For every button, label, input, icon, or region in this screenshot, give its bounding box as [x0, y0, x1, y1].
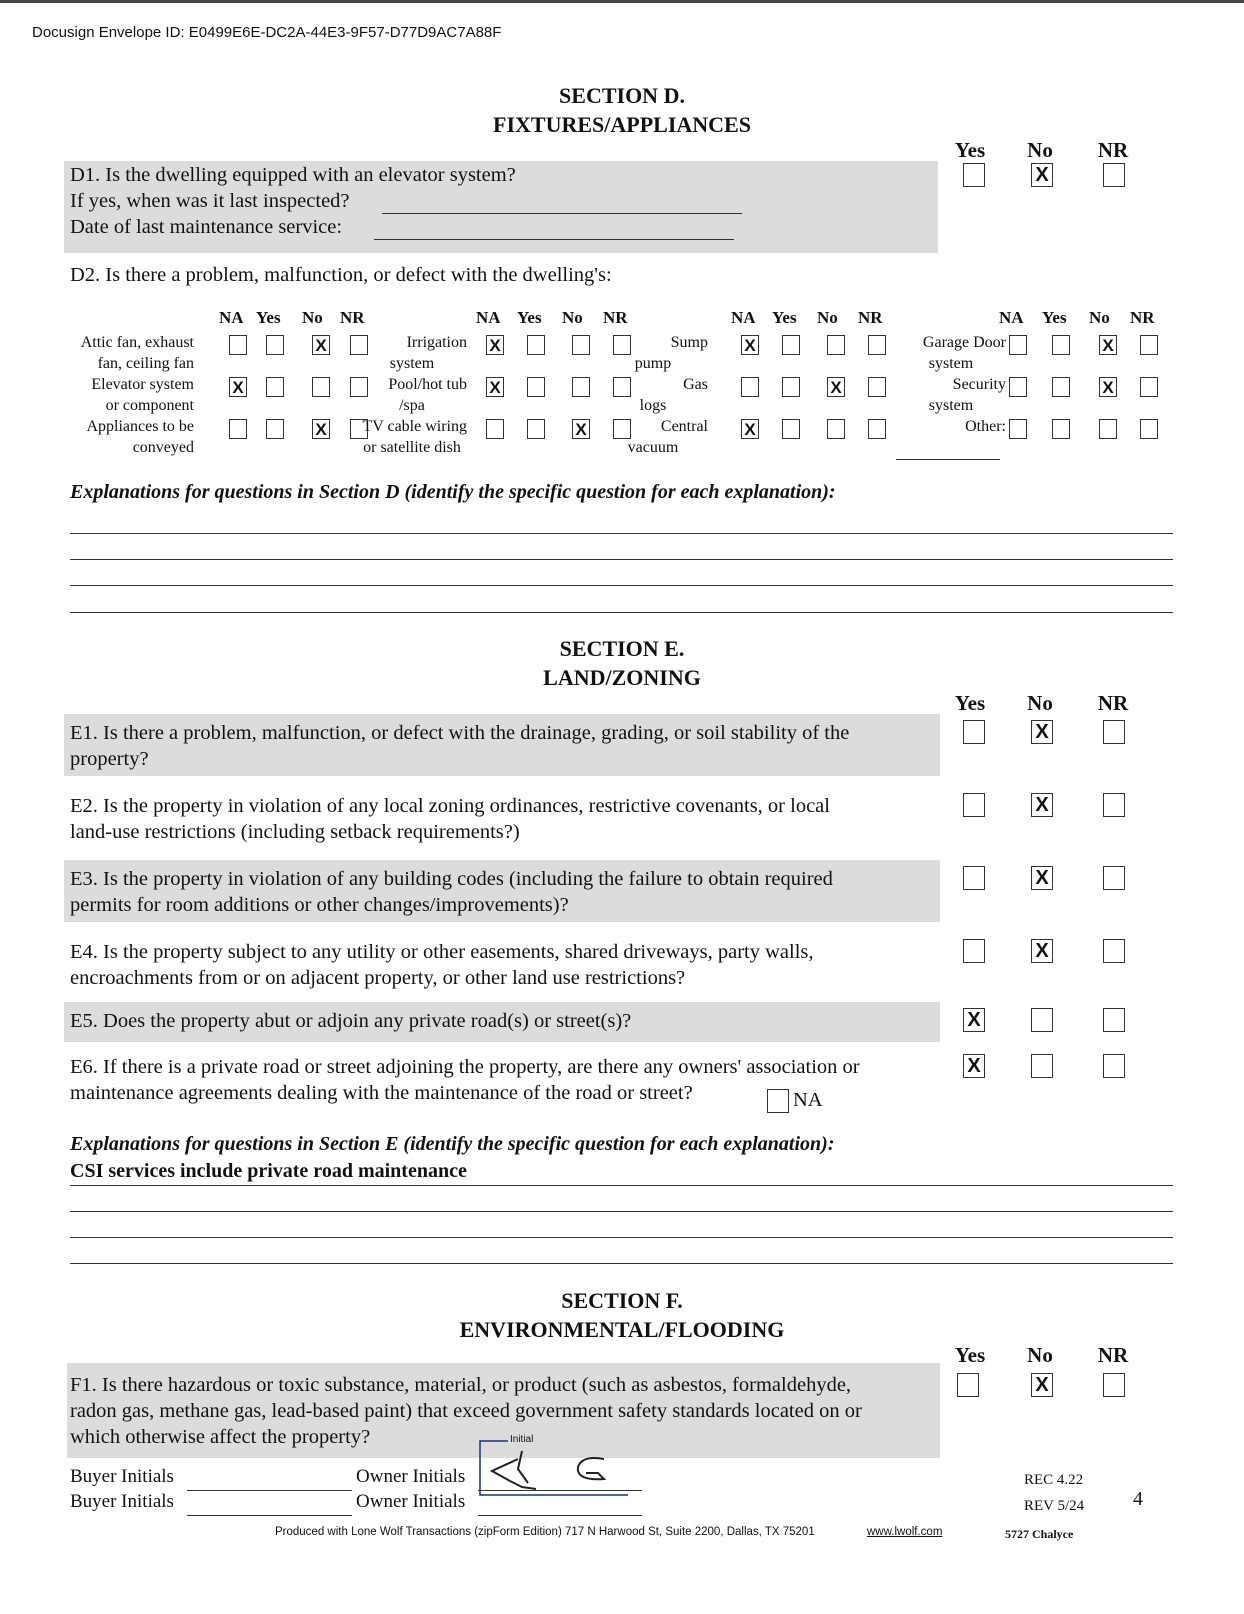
d2-g4-r1-no-checkbox[interactable]: X — [1099, 335, 1117, 355]
d2-g3-r2-nr-checkbox[interactable] — [868, 377, 886, 397]
header-yes: Yes — [954, 138, 986, 162]
section-d-subtitle: FIXTURES/APPLIANCES — [493, 112, 751, 137]
section-e-explanation-line-1[interactable] — [70, 1185, 1173, 1186]
d2-group4-header-no: No — [1089, 308, 1110, 327]
section-e-explanation-line-4[interactable] — [70, 1263, 1173, 1264]
d2-g1-r3-yes-checkbox[interactable] — [266, 419, 284, 439]
d2-item-sublabel: system — [389, 355, 435, 372]
d2-g3-r2-na-checkbox[interactable] — [741, 377, 759, 397]
d2-item-label: Central — [660, 418, 708, 435]
d2-g3-r1-no-checkbox[interactable] — [827, 335, 845, 355]
f1-yes-checkbox[interactable] — [957, 1373, 979, 1397]
d2-group1-header-no: No — [302, 308, 323, 327]
d2-item-sublabel: system — [928, 397, 974, 414]
e4-line1: E4. Is the property subject to any utility or other easements, shared driveways, party walls, — [70, 941, 814, 963]
d2-g1-r2-yes-checkbox[interactable] — [266, 377, 284, 397]
e1-yes-checkbox[interactable] — [963, 720, 985, 744]
d2-item-label: Irrigation — [406, 334, 467, 351]
header-no: No — [1027, 691, 1053, 715]
f1-line1: F1. Is there hazardous or toxic substance, material, or product (such as asbestos, formaldehyde, — [70, 1374, 852, 1396]
section-d-title: SECTION D. — [559, 83, 685, 108]
d2-g2-r2-yes-checkbox[interactable] — [527, 377, 545, 397]
lwolf-link[interactable]: www.lwolf.com — [867, 1526, 943, 1538]
d2-g2-r1-na-checkbox[interactable]: X — [486, 335, 504, 355]
buyer-initials-label-1: Buyer Initials — [70, 1466, 174, 1487]
d2-item-label: Pool/hot tub — [388, 376, 467, 393]
d2-g2-r3-no-checkbox[interactable]: X — [572, 419, 590, 439]
d2-g1-r1-na-checkbox[interactable] — [229, 335, 247, 355]
f1-line3: which otherwise affect the property? — [70, 1426, 371, 1448]
e6-na-label: NA — [793, 1089, 823, 1111]
d2-g2-r1-yes-checkbox[interactable] — [527, 335, 545, 355]
header-nr: NR — [1097, 691, 1129, 715]
d2-item-label: TV cable wiring — [362, 418, 467, 435]
d1-maintenance-line[interactable] — [374, 239, 734, 240]
e5-line1: E5. Does the property abut or adjoin any private road(s) or street(s)? — [70, 1010, 632, 1032]
e6-nr-checkbox[interactable] — [1103, 1054, 1125, 1078]
e1-line1: E1. Is there a problem, malfunction, or defect with the drainage, grading, or soil stability of the — [70, 722, 850, 744]
d1-no-checkbox[interactable]: X — [1031, 163, 1053, 187]
d2-g1-r1-no-checkbox[interactable]: X — [312, 335, 330, 355]
e1-no-checkbox[interactable]: X — [1031, 720, 1053, 744]
e4-line2: encroachments from or on adjacent property, or other land use restrictions? — [70, 967, 686, 989]
property-name: 5727 Chalyce — [1005, 1527, 1074, 1541]
d2-g3-r1-nr-checkbox[interactable] — [868, 335, 886, 355]
d2-g4-r3-nr-checkbox[interactable] — [1140, 419, 1158, 439]
buyer-initials-line-2[interactable] — [187, 1515, 352, 1516]
envelope-id: Docusign Envelope ID: E0499E6E-DC2A-44E3-9F57-D77D9AC7A88F — [32, 24, 502, 41]
d2-g4-r2-na-checkbox[interactable] — [1009, 377, 1027, 397]
d2-group1-header-na: NA — [219, 308, 244, 327]
d2-g4-r1-na-checkbox[interactable] — [1009, 335, 1027, 355]
d2-group2-header-no: No — [562, 308, 583, 327]
d2-g1-r3-no-checkbox[interactable]: X — [312, 419, 330, 439]
section-d-explanation-line-3[interactable] — [70, 585, 1173, 586]
d2-group3-header-yes: Yes — [772, 308, 797, 327]
d2-group2-header-nr: NR — [603, 308, 628, 327]
section-e-title: SECTION E. — [559, 636, 685, 661]
d2-item-sublabel: or component — [105, 397, 194, 414]
d2-group2-header-yes: Yes — [517, 308, 542, 327]
section-d-explanation-line-4[interactable] — [70, 612, 1173, 613]
d2-g4-r1-yes-checkbox[interactable] — [1052, 335, 1070, 355]
d2-g3-r2-yes-checkbox[interactable] — [782, 377, 800, 397]
d2-group2-header-na: NA — [476, 308, 501, 327]
section-e-explanation-line-3[interactable] — [70, 1237, 1173, 1238]
buyer-initials-line-1[interactable] — [187, 1490, 352, 1491]
owner-initials-label-1: Owner Initials — [356, 1466, 466, 1487]
d2-g3-r3-no-checkbox[interactable] — [827, 419, 845, 439]
d2-group1-header-nr: NR — [340, 308, 365, 327]
d2-g2-r2-nr-checkbox[interactable] — [613, 377, 631, 397]
produced-with: Produced with Lone Wolf Transactions (zipForm Edition) 717 N Harwood St, Suite 2200, Dallas, TX 75201 — [275, 1526, 815, 1538]
initial-tag: Initial — [510, 1434, 534, 1445]
e5-no-checkbox[interactable] — [1031, 1008, 1053, 1032]
d2-item-label: Other: — [965, 418, 1006, 435]
d1-line3: Date of last maintenance service: — [70, 216, 343, 238]
d1-yes-checkbox[interactable] — [963, 163, 985, 187]
section-e-explanations-label: Explanations for questions in Section E (identify the specific question for each explanation): — [70, 1133, 835, 1155]
initial-stamp[interactable] — [478, 1434, 633, 1499]
d2-g2-r1-nr-checkbox[interactable] — [613, 335, 631, 355]
e2-line1: E2. Is the property in violation of any local zoning ordinances, restrictive covenants, or local — [70, 795, 830, 817]
e4-yes-checkbox[interactable] — [963, 939, 985, 963]
section-f-subtitle: ENVIRONMENTAL/FLOODING — [459, 1317, 785, 1342]
d2-g2-r3-na-checkbox[interactable] — [486, 419, 504, 439]
d2-group3-header-nr: NR — [858, 308, 883, 327]
d2-g3-r1-yes-checkbox[interactable] — [782, 335, 800, 355]
d2-item-sublabel: /spa — [399, 397, 425, 414]
section-d-explanations-label: Explanations for questions in Section D (identify the specific question for each explanation): — [70, 481, 836, 503]
form-rev: REV 5/24 — [1024, 1498, 1085, 1514]
e1-nr-checkbox[interactable] — [1103, 720, 1125, 744]
header-yes: Yes — [954, 691, 986, 715]
e2-nr-checkbox[interactable] — [1103, 793, 1125, 817]
d2-item-label: Appliances to be — [86, 418, 194, 435]
d2-g4-r3-yes-checkbox[interactable] — [1052, 419, 1070, 439]
d2-g2-r2-na-checkbox[interactable]: X — [486, 377, 504, 397]
d2-group4-header-yes: Yes — [1042, 308, 1067, 327]
d2-g1-r2-na-checkbox[interactable]: X — [229, 377, 247, 397]
e6-line1: E6. If there is a private road or street adjoining the property, are there any owners' association or — [70, 1056, 860, 1078]
d2-g4-r3-na-checkbox[interactable] — [1009, 419, 1027, 439]
d2-g3-r3-nr-checkbox[interactable] — [868, 419, 886, 439]
d2-g4-r2-nr-checkbox[interactable] — [1140, 377, 1158, 397]
e3-nr-checkbox[interactable] — [1103, 866, 1125, 890]
e3-line1: E3. Is the property in violation of any building codes (including the failure to obtain required — [70, 868, 833, 890]
d2-g1-r3-na-checkbox[interactable] — [229, 419, 247, 439]
form-rec: REC 4.22 — [1024, 1472, 1084, 1488]
f1-line2: radon gas, methane gas, lead-based paint) that exceed government safety standards located on or — [70, 1400, 862, 1422]
d2-g2-r1-no-checkbox[interactable] — [572, 335, 590, 355]
header-nr: NR — [1097, 138, 1129, 162]
e2-line2: land-use restrictions (including setback requirements?) — [70, 821, 520, 843]
e4-no-checkbox[interactable]: X — [1031, 939, 1053, 963]
e5-yes-checkbox[interactable]: X — [963, 1008, 985, 1032]
d1-line1: D1. Is the dwelling equipped with an elevator system? — [70, 164, 516, 186]
e6-na-checkbox[interactable] — [767, 1089, 789, 1113]
d2-g2-r3-nr-checkbox[interactable] — [613, 419, 631, 439]
d2-item-label: Sump — [670, 334, 708, 351]
initial-signature-svg — [478, 1437, 633, 1499]
e3-yes-checkbox[interactable] — [963, 866, 985, 890]
e6-line2: maintenance agreements dealing with the maintenance of the road or street? — [70, 1082, 693, 1104]
d2-item-label: Gas — [683, 376, 708, 393]
e6-yes-checkbox[interactable]: X — [963, 1054, 985, 1078]
d2-g1-r1-nr-checkbox[interactable] — [350, 335, 368, 355]
d2-group4-header-na: NA — [999, 308, 1024, 327]
d2-item-label: Attic fan, exhaust — [80, 334, 194, 351]
e5-nr-checkbox[interactable] — [1103, 1008, 1125, 1032]
e6-no-checkbox[interactable] — [1031, 1054, 1053, 1078]
d2-g3-r3-yes-checkbox[interactable] — [782, 419, 800, 439]
header-yes: Yes — [954, 1343, 986, 1367]
e2-no-checkbox[interactable]: X — [1031, 793, 1053, 817]
d2-group3-header-na: NA — [731, 308, 756, 327]
header-no: No — [1027, 138, 1053, 162]
d2-g1-r2-nr-checkbox[interactable] — [350, 377, 368, 397]
d2-g3-r3-na-checkbox[interactable]: X — [741, 419, 759, 439]
d2-item-sublabel: pump — [634, 355, 672, 372]
e3-no-checkbox[interactable]: X — [1031, 866, 1053, 890]
section-e-explanation-line-2[interactable] — [70, 1211, 1173, 1212]
d1-nr-checkbox[interactable] — [1103, 163, 1125, 187]
d1-line2: If yes, when was it last inspected? — [70, 190, 350, 212]
owner-initials-label-2: Owner Initials — [356, 1491, 466, 1512]
d2-g3-r1-na-checkbox[interactable]: X — [741, 335, 759, 355]
buyer-initials-label-2: Buyer Initials — [70, 1491, 174, 1512]
e2-yes-checkbox[interactable] — [963, 793, 985, 817]
d2-g1-r2-no-checkbox[interactable] — [312, 377, 330, 397]
section-e-subtitle: LAND/ZONING — [543, 665, 701, 690]
header-no: No — [1027, 1343, 1053, 1367]
d1-inspected-line[interactable] — [382, 213, 742, 214]
owner-initials-line-2[interactable] — [478, 1515, 642, 1516]
d2-item-sublabel: or satellite dish — [363, 439, 461, 456]
d2-g3-r2-no-checkbox[interactable]: X — [827, 377, 845, 397]
d2-item-sublabel: vacuum — [627, 439, 679, 456]
d2-g1-r1-yes-checkbox[interactable] — [266, 335, 284, 355]
d2-group4-header-nr: NR — [1130, 308, 1155, 327]
d2-item-sublabel: system — [928, 355, 974, 372]
other-input-line[interactable] — [896, 459, 1000, 460]
d2-group1-header-yes: Yes — [256, 308, 281, 327]
d2-g4-r2-yes-checkbox[interactable] — [1052, 377, 1070, 397]
d2-item-sublabel: fan, ceiling fan — [97, 355, 194, 372]
d2-g2-r2-no-checkbox[interactable] — [572, 377, 590, 397]
section-d-explanation-line-2[interactable] — [70, 559, 1173, 560]
section-d-explanation-line-1[interactable] — [70, 533, 1173, 534]
d2-g2-r3-yes-checkbox[interactable] — [527, 419, 545, 439]
d2-g4-r1-nr-checkbox[interactable] — [1140, 335, 1158, 355]
d2-g4-r2-no-checkbox[interactable]: X — [1099, 377, 1117, 397]
e1-line2: property? — [70, 748, 149, 770]
page-number: 4 — [1133, 1488, 1143, 1510]
d2-group3-header-no: No — [817, 308, 838, 327]
d2-question: D2. Is there a problem, malfunction, or defect with the dwelling's: — [70, 264, 612, 286]
d2-item-label: Elevator system — [91, 376, 194, 393]
d2-item-label: Garage Door — [922, 334, 1006, 351]
f1-nr-checkbox[interactable] — [1103, 1373, 1125, 1397]
e3-line2: permits for room additions or other changes/improvements)? — [70, 894, 569, 916]
d2-item-sublabel: logs — [639, 397, 667, 414]
d2-g4-r3-no-checkbox[interactable] — [1099, 419, 1117, 439]
section-e-explanation-text: CSI services include private road maintenance — [70, 1160, 467, 1182]
f1-no-checkbox[interactable]: X — [1031, 1373, 1053, 1397]
header-nr: NR — [1097, 1343, 1129, 1367]
top-border — [0, 0, 1244, 3]
e4-nr-checkbox[interactable] — [1103, 939, 1125, 963]
d2-item-label: Security — [952, 376, 1006, 393]
section-f-title: SECTION F. — [561, 1288, 683, 1313]
d2-item-sublabel: conveyed — [132, 439, 194, 456]
